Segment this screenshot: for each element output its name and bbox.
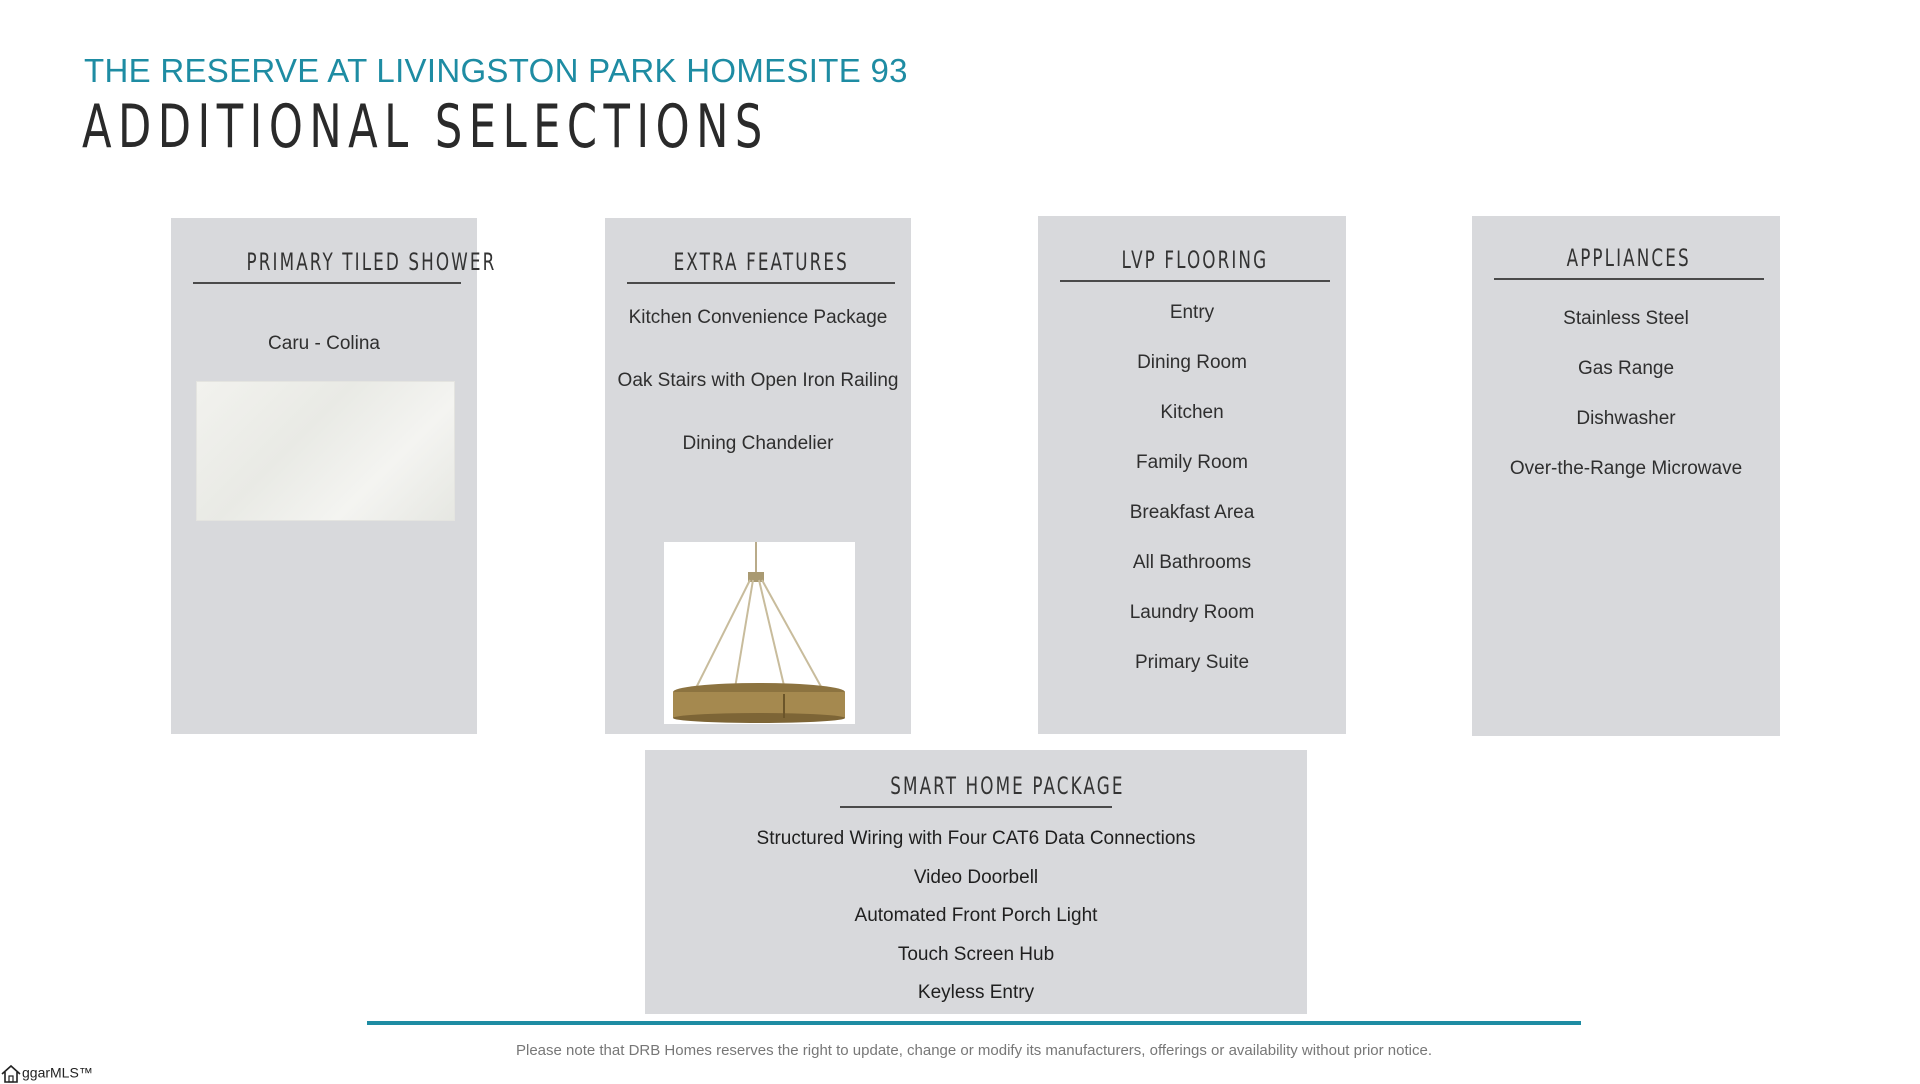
mls-watermark xyxy=(0,1064,93,1084)
list-item: Breakfast Area xyxy=(1129,502,1255,523)
list-item: Oak Stairs with Open Iron Railing xyxy=(617,370,899,391)
list-item: Dining Chandelier xyxy=(682,433,834,454)
card-lvp-flooring xyxy=(1038,216,1346,734)
list-item: Keyless Entry xyxy=(917,982,1035,1003)
list-item: Automated Front Porch Light xyxy=(854,905,1098,926)
card-item-list xyxy=(655,820,1297,1013)
card-item-list xyxy=(1048,288,1336,688)
card-item-list xyxy=(615,302,901,459)
card-heading: SMART HOME PACKAGE xyxy=(840,772,1112,808)
disclaimer-text: Please note that DRB Homes reserves the right to update, change or modify its manufacturers, offerings or availability without prior notice. xyxy=(515,1042,1432,1059)
card-extra-features xyxy=(605,218,911,734)
list-item: Laundry Room xyxy=(1129,602,1255,623)
card-smart-home-package xyxy=(645,750,1307,1014)
house-icon xyxy=(0,1064,22,1084)
card-heading: PRIMARY TILED SHOWER xyxy=(193,248,461,284)
card-item-list xyxy=(1482,294,1770,494)
card-heading: APPLIANCES xyxy=(1494,244,1764,280)
chandelier-icon xyxy=(664,542,855,724)
list-item: Gas Range xyxy=(1577,358,1675,379)
list-item: Primary Suite xyxy=(1134,652,1250,673)
list-item: Structured Wiring with Four CAT6 Data Connections xyxy=(756,828,1196,849)
list-item: Over-the-Range Microwave xyxy=(1509,458,1743,479)
page-title: ADDITIONAL SELECTIONS xyxy=(82,92,769,162)
list-item: Entry xyxy=(1169,302,1215,323)
list-item: Stainless Steel xyxy=(1563,308,1689,329)
card-item-list xyxy=(181,328,467,359)
list-item: Family Room xyxy=(1136,452,1248,473)
page-subtitle: THE RESERVE AT LIVINGSTON PARK HOMESITE 93 xyxy=(84,52,908,89)
list-item: Dining Room xyxy=(1137,352,1247,373)
card-heading: EXTRA FEATURES xyxy=(627,248,895,284)
list-item: Kitchen xyxy=(1160,402,1224,423)
mls-watermark-text: ggarMLS™ xyxy=(22,1064,93,1081)
tile-swatch-image xyxy=(196,381,455,521)
card-heading: LVP FLOORING xyxy=(1060,246,1330,282)
footer-divider xyxy=(367,1021,1581,1025)
list-item: Caru - Colina xyxy=(268,333,380,354)
list-item: All Bathrooms xyxy=(1132,552,1252,573)
list-item: Kitchen Convenience Package xyxy=(628,307,888,328)
list-item: Dishwasher xyxy=(1576,408,1676,429)
list-item: Touch Screen Hub xyxy=(897,943,1055,965)
card-appliances xyxy=(1472,216,1780,736)
list-item: Video Doorbell xyxy=(913,866,1039,888)
chandelier-image xyxy=(664,542,855,724)
card-primary-tiled-shower xyxy=(171,218,497,734)
